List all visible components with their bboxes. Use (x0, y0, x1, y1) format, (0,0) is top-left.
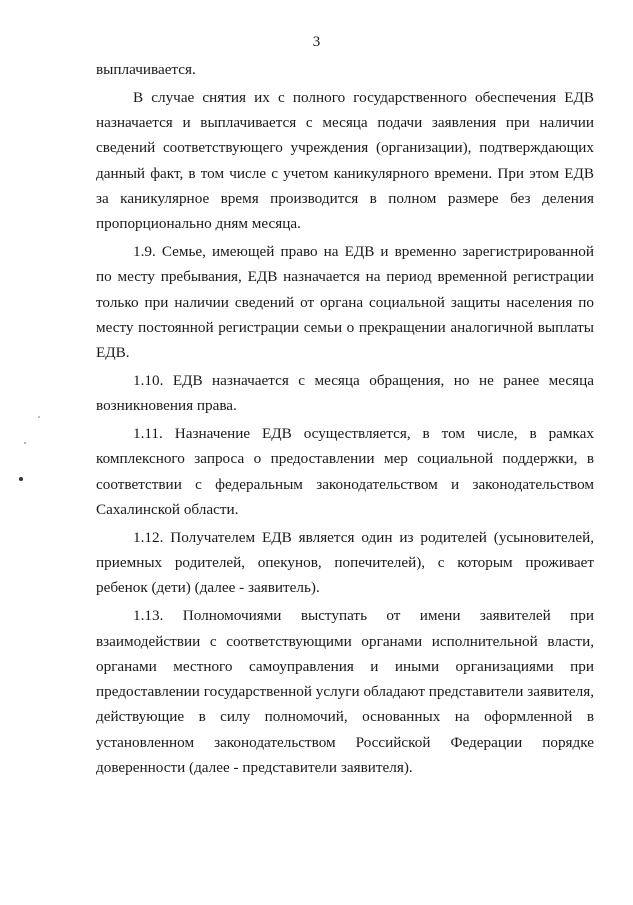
paragraph-continuation: выплачивается. (96, 61, 196, 78)
paragraph-1-11: 1.11. Назначение ЕДВ осуществляется, в том числе, в рамках комплексного запроса о предоставлении мер социальной поддержки, в соответствии с федеральным законодательством и законодательством Сахалинской области. (96, 425, 594, 519)
paragraph-1-9: 1.9. Семье, имеющей право на ЕДВ и временно зарегистрированной по месту пребывания, ЕДВ назначается на период временной регистрации только при наличии сведений от органа социальной защиты населения по месту постоянной регистрации семьи о прекращении аналогичной выплаты ЕДВ. (96, 243, 594, 362)
paragraph-1-13: 1.13. Полномочиями выступать от имени заявителей при взаимодействии с соответствующими органами исполнительной власти, органами местного самоуправления и иными организациями при предоставлении государственной услуги обладают представители заявителя, действующие в силу полномочий, основанных на оформленной в установленном законодательством Российской Федерации порядке доверенности (далее - представители заявителя). (96, 607, 594, 777)
scan-dot (19, 477, 23, 481)
page-number: 3 (312, 34, 321, 50)
document-body (96, 57, 594, 780)
paragraph-1-12: 1.12. Получателем ЕДВ является один из родителей (усыновителей, приемных родителей, опекунов, попечителей), с которым проживает ребенок (дети) (далее - заявитель). (96, 528, 594, 597)
paragraph-edv-state-support: В случае снятия их с полного государственного обеспечения ЕДВ назначается и выплачивается с месяца подачи заявления при наличии сведений соответствующего учреждения (организации), подтверждающих данный факт, в том числе с учетом каникулярного времени. При этом ЕДВ за каникулярное время производится в полном размере без деления пропорционально дням месяца. (96, 88, 594, 233)
paragraph-1-10: 1.10. ЕДВ назначается с месяца обращения, но не ранее месяца возникновения права. (96, 372, 594, 415)
scan-speck (38, 416, 40, 418)
scan-speck (24, 442, 26, 444)
